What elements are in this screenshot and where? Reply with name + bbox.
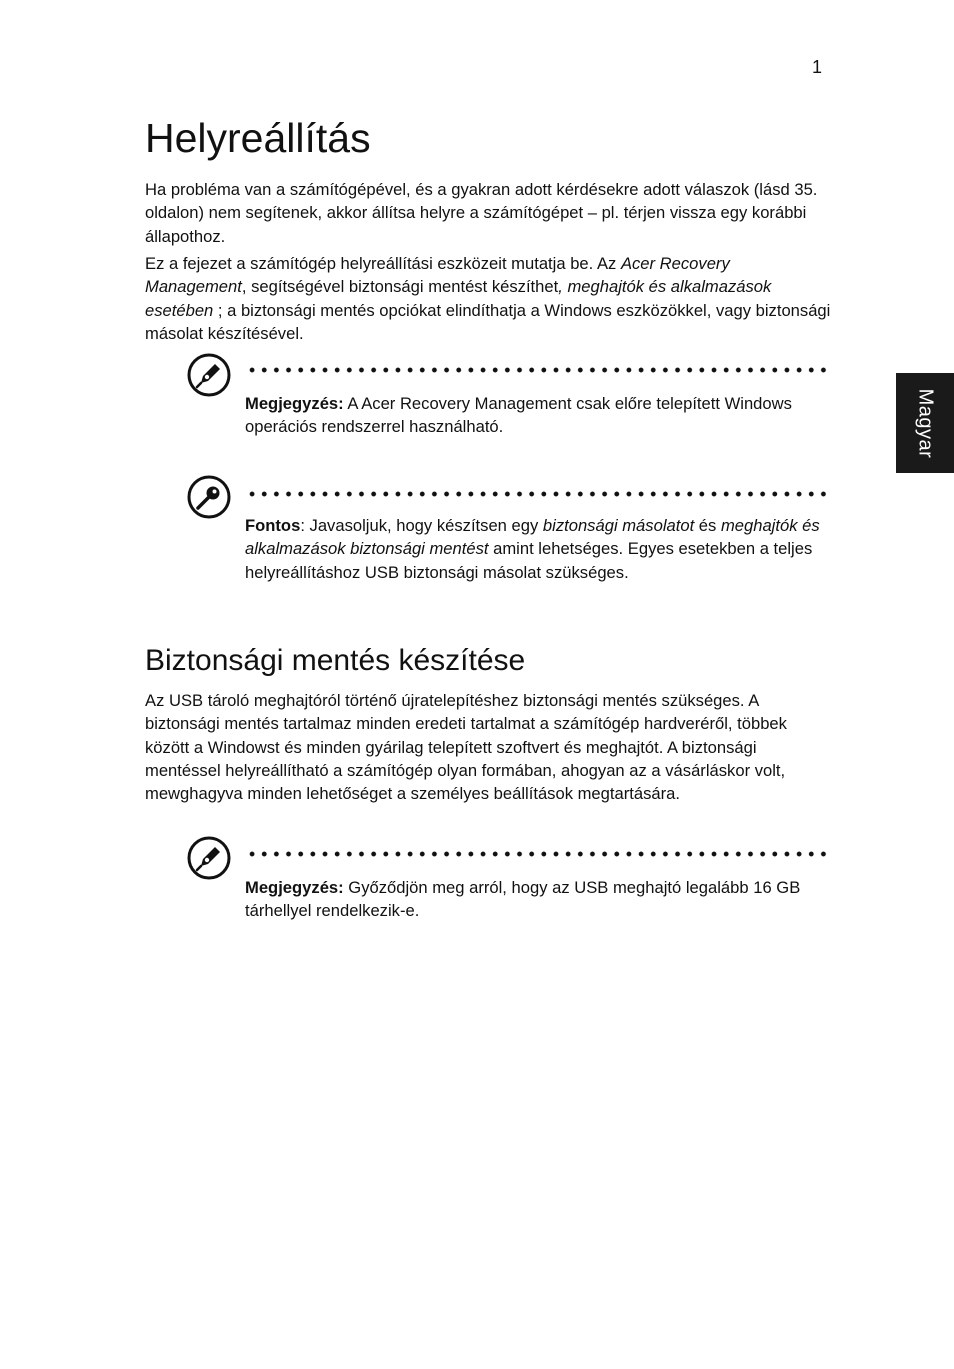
intro-p2-text-e: ; a biztonsági mentés opciókat elindíthatja a Windows eszközökkel, vagy biztonsági másolat készítésével. bbox=[145, 300, 831, 343]
language-tab bbox=[896, 373, 954, 473]
important-text-3: és bbox=[694, 516, 721, 535]
important-text-1: : Javasoljuk, hogy készítsen egy bbox=[300, 516, 543, 535]
language-tab-label: Magyar bbox=[914, 388, 937, 458]
important-text-5: amint lehetséges. Egyes esetekben a teljes helyreállításhoz USB biztonsági másolat szükséges. bbox=[245, 539, 813, 582]
section-paragraph: Az USB tároló meghajtóról történő újratelepítéshez biztonsági mentés szükséges. A biztonsági mentés tartalmaz minden eredeti tartalmat a számítógép hardveréről, többek között a Windowst és minden gyárilag telepített szoftvert és meghajtót. A biztonsági mentéssel helyreállítható a számítógép olyan formában, ahogyan az a vásárláskor volt, mewghagyva minden lehetőséget a személyes beállítások megtartására. bbox=[145, 691, 787, 804]
important-drivers-apps-backup: meghajtók és alkalmazások biztonsági mentést bbox=[245, 516, 820, 559]
section-title: Biztonsági mentés készítése bbox=[145, 644, 526, 677]
page-number: 1 bbox=[812, 57, 823, 77]
note-2 bbox=[245, 876, 825, 923]
note-divider bbox=[246, 851, 830, 857]
important-divider bbox=[246, 491, 826, 497]
important-backup-copy: biztonsági másolatot bbox=[542, 516, 695, 535]
important-label: Fontos bbox=[245, 516, 301, 535]
note-2-label: Megjegyzés: bbox=[245, 878, 344, 897]
note-1-label: Megjegyzés: bbox=[245, 394, 344, 413]
intro-p2-text-c: , segítségével biztonsági mentést készíthet bbox=[241, 277, 559, 297]
intro-p2-text-a: Ez a fejezet a számítógép helyreállítási eszközeit mutatja be. Az bbox=[145, 254, 621, 273]
intro-p2-drivers-apps: , meghajtók és alkalmazások esetében bbox=[145, 277, 772, 320]
page-title: Helyreállítás bbox=[145, 115, 371, 161]
note-divider bbox=[246, 367, 830, 373]
note-2-text: Győződjön meg arról, hogy az USB meghajtó legalább 16 GB tárhellyel rendelkezik-e. bbox=[245, 878, 801, 921]
intro-paragraph-2 bbox=[145, 252, 835, 345]
pen-nib-icon bbox=[186, 835, 232, 881]
pen-nib-icon bbox=[186, 352, 232, 398]
important-note bbox=[245, 514, 825, 584]
note-1-text: A Acer Recovery Management csak előre telepített Windows operációs rendszerrel használható. bbox=[245, 394, 792, 437]
note-1 bbox=[245, 392, 825, 439]
key-icon bbox=[186, 474, 232, 520]
intro-p2-product-name: Acer Recovery Management bbox=[145, 254, 730, 297]
intro-paragraph-1: Ha probléma van a számítógépével, és a gyakran adott kérdésekre adott válaszok (lásd 35. oldalon) nem segítenek, akkor állítsa helyre a számítógépet – pl. térjen vissza egy korábbi állapothoz. bbox=[145, 180, 818, 246]
